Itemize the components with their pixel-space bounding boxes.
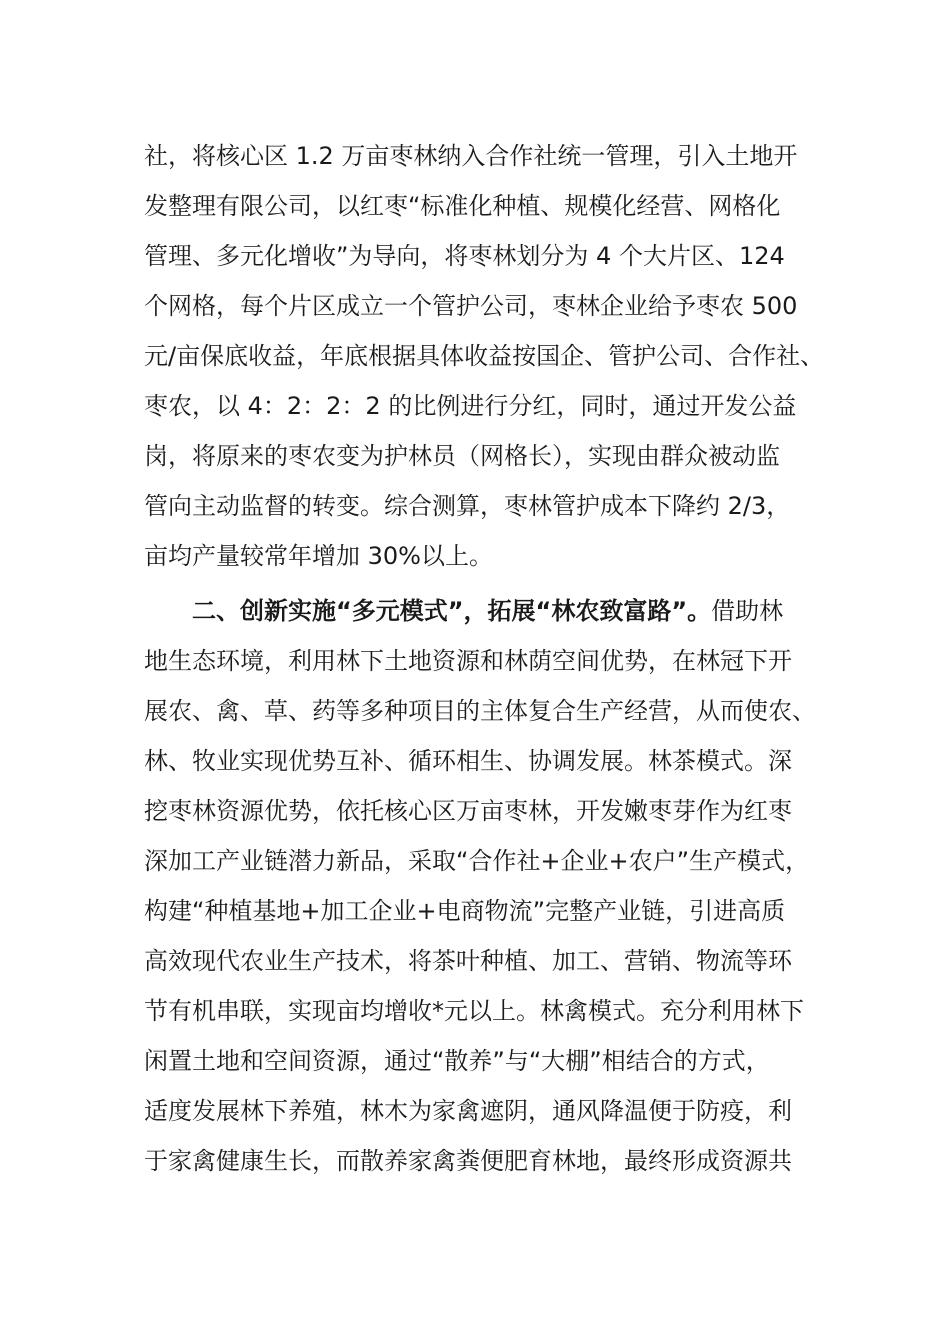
text-line: 元/亩保底收益，年底根据具体收益按国企、管护公司、合作社、 bbox=[144, 342, 825, 370]
paragraph-continuation bbox=[144, 131, 824, 581]
text-line: 适度发展林下养殖，林木为家禽遮阴，通风降温便于防疫，利 bbox=[144, 1097, 792, 1125]
text-line: 个网格，每个片区成立一个管护公司，枣林企业给予枣农 500 bbox=[144, 292, 798, 320]
text-line: 岗，将原来的枣农变为护林员（网格长），实现由群众被动监 bbox=[144, 442, 780, 470]
text-line: 管向主动监督的转变。综合测算，枣林管护成本下降约 2/3， bbox=[144, 492, 791, 520]
text-line: 节有机串联，实现亩均增收*元以上。林禽模式。充分利用林下 bbox=[144, 997, 804, 1025]
text-line: 于家禽健康生长，而散养家禽粪便肥育林地，最终形成资源共 bbox=[144, 1147, 792, 1175]
text-line: 亩均产量较常年增加 30%以上。 bbox=[144, 542, 493, 570]
text-line: 深加工产业链潜力新品，采取“合作社+企业+农户”生产模式， bbox=[144, 847, 810, 875]
text-line: 闲置土地和空间资源，通过“散养”与“大棚”相结合的方式， bbox=[144, 1047, 770, 1075]
text-line: 挖枣林资源优势，依托核心区万亩枣林，开发嫩枣芽作为红枣 bbox=[144, 797, 792, 825]
section-paragraph bbox=[144, 586, 824, 1186]
heading-line-rest: 借助林 bbox=[711, 597, 784, 625]
text-line: 枣农，以 4：2：2：2 的比例进行分红，同时，通过开发公益 bbox=[144, 392, 797, 420]
text-line: 发整理有限公司，以红枣“标准化种植、规模化经营、网格化 bbox=[144, 192, 781, 220]
text-line: 管理、多元化增收”为导向，将枣林划分为 4 个大片区、124 bbox=[144, 242, 785, 270]
section-heading: 二、创新实施“多元模式”，拓展“林农致富路”。 bbox=[192, 597, 712, 625]
section-first-line bbox=[144, 586, 824, 636]
text-line: 构建“种植基地+加工企业+电商物流”完整产业链，引进高质 bbox=[144, 897, 786, 925]
text-line: 社，将核心区 1.2 万亩枣林纳入合作社统一管理，引入土地开 bbox=[144, 142, 798, 170]
text-line: 展农、禽、草、药等多种项目的主体复合生产经营，从而使农、 bbox=[144, 697, 816, 725]
text-line: 高效现代农业生产技术，将茶叶种植、加工、营销、物流等环 bbox=[144, 947, 792, 975]
text-line: 地生态环境，利用林下土地资源和林荫空间优势，在林冠下开 bbox=[144, 647, 792, 675]
text-line: 林、牧业实现优势互补、循环相生、协调发展。林茶模式。深 bbox=[144, 747, 792, 775]
